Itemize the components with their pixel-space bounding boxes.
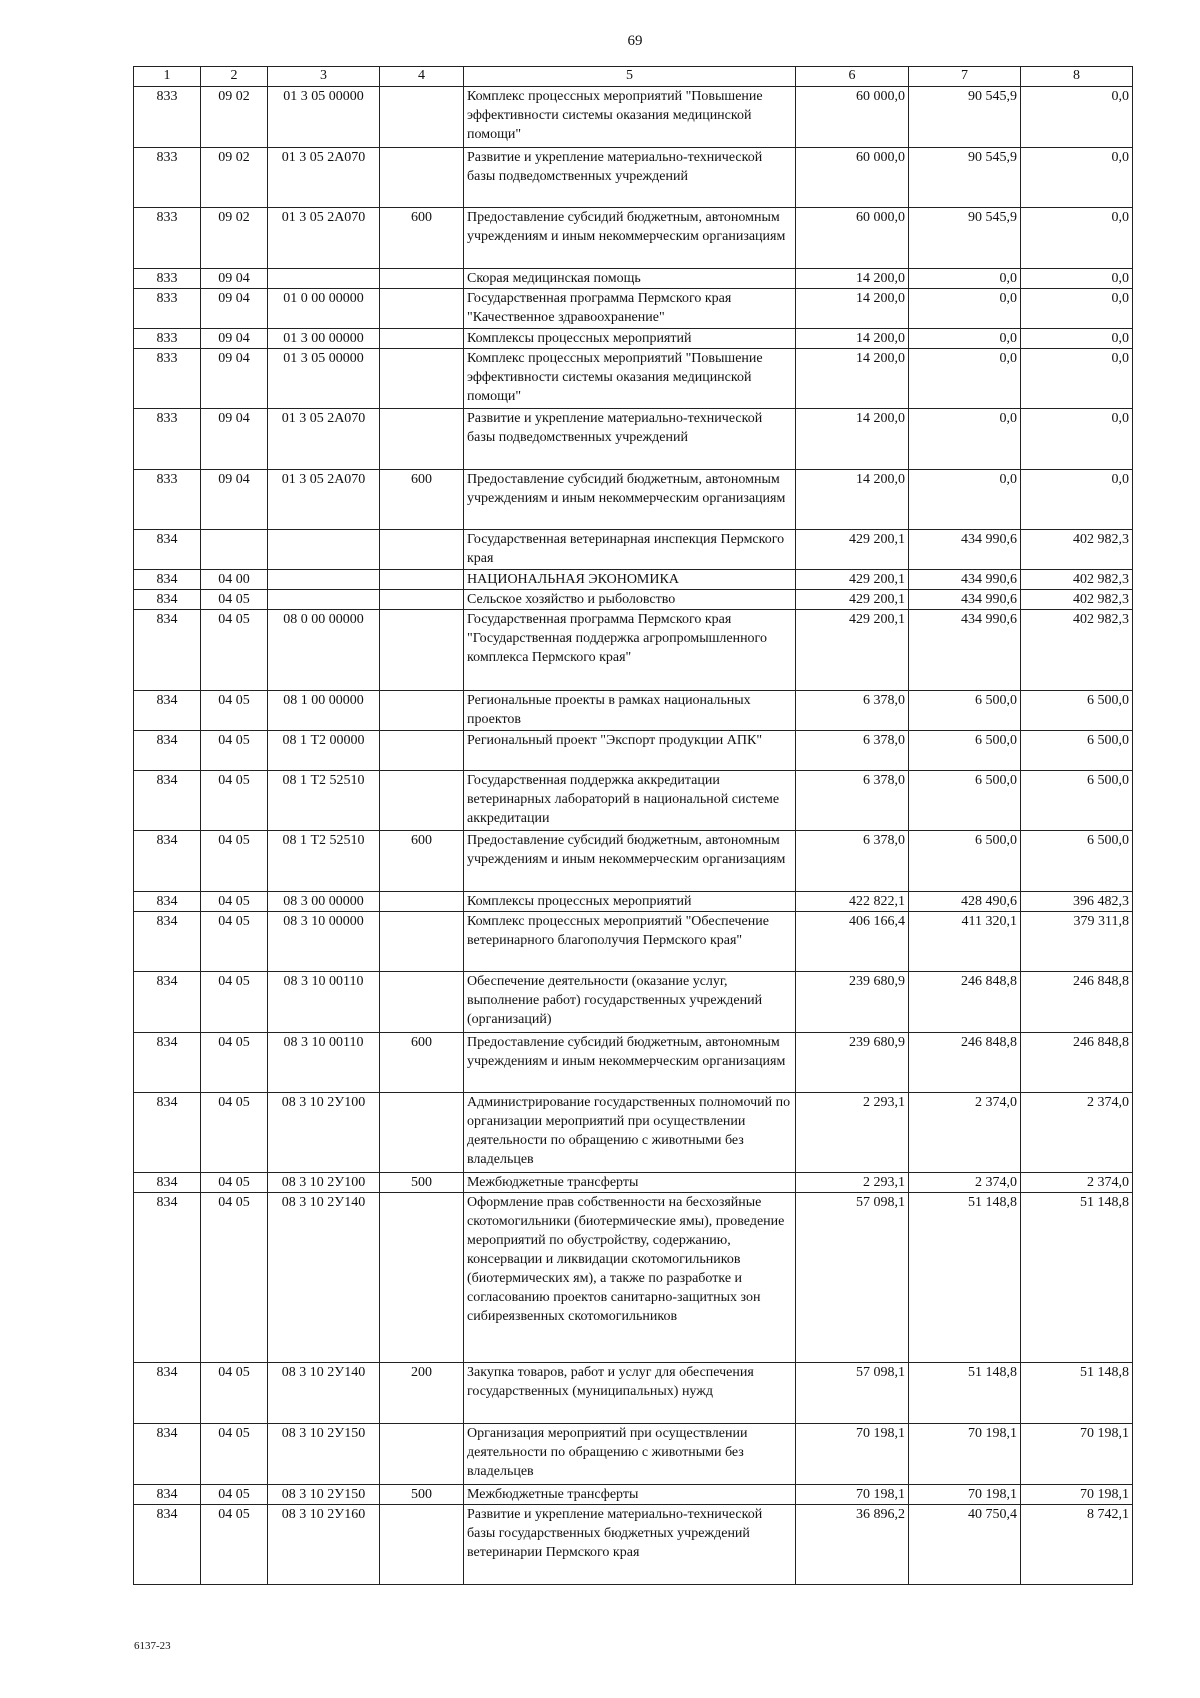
cell-target-article: 08 0 00 00000 <box>268 610 380 691</box>
cell-amount-year-2: 434 990,6 <box>909 570 1021 590</box>
table-row <box>134 912 1133 972</box>
table-row <box>134 1033 1133 1093</box>
cell-target-article: 08 3 10 00000 <box>268 912 380 972</box>
cell-expense-type <box>380 269 464 289</box>
cell-amount-year-3: 396 482,3 <box>1021 892 1133 912</box>
cell-section-code: 09 04 <box>201 409 268 470</box>
cell-ministry-code: 834 <box>134 1505 201 1585</box>
cell-section-code: 04 05 <box>201 610 268 691</box>
table-row <box>134 148 1133 208</box>
cell-description: Государственная программа Пермского края "Государственная поддержка агропромышленного комплекса Пермского края" <box>464 610 796 691</box>
cell-ministry-code: 834 <box>134 610 201 691</box>
table-row <box>134 831 1133 892</box>
cell-amount-year-1: 6 378,0 <box>796 731 909 771</box>
cell-expense-type <box>380 1505 464 1585</box>
cell-amount-year-3: 0,0 <box>1021 208 1133 269</box>
cell-amount-year-2: 70 198,1 <box>909 1424 1021 1485</box>
cell-ministry-code: 833 <box>134 208 201 269</box>
cell-expense-type <box>380 87 464 148</box>
cell-amount-year-2: 0,0 <box>909 470 1021 530</box>
cell-description: Комплекс процессных мероприятий "Обеспечение ветеринарного благополучия Пермского края" <box>464 912 796 972</box>
cell-expense-type <box>380 912 464 972</box>
cell-amount-year-3: 70 198,1 <box>1021 1485 1133 1505</box>
cell-description: Межбюджетные трансферты <box>464 1173 796 1193</box>
table-row <box>134 1093 1133 1173</box>
cell-target-article: 08 3 10 2У140 <box>268 1193 380 1363</box>
cell-description: Региональные проекты в рамках национальных проектов <box>464 691 796 731</box>
cell-amount-year-3: 0,0 <box>1021 409 1133 470</box>
cell-ministry-code: 833 <box>134 87 201 148</box>
cell-amount-year-3: 0,0 <box>1021 269 1133 289</box>
cell-ministry-code: 833 <box>134 470 201 530</box>
table-row <box>134 731 1133 771</box>
cell-description: Развитие и укрепление материально-технической базы подведомственных учреждений <box>464 409 796 470</box>
cell-target-article: 01 3 05 2А070 <box>268 148 380 208</box>
cell-amount-year-3: 246 848,8 <box>1021 1033 1133 1093</box>
cell-expense-type <box>380 1424 464 1485</box>
cell-amount-year-2: 434 990,6 <box>909 530 1021 570</box>
cell-amount-year-2: 2 374,0 <box>909 1173 1021 1193</box>
cell-amount-year-1: 60 000,0 <box>796 148 909 208</box>
cell-description: Государственная поддержка аккредитации ветеринарных лабораторий в национальной системе аккредитации <box>464 771 796 831</box>
cell-amount-year-1: 70 198,1 <box>796 1424 909 1485</box>
cell-amount-year-2: 6 500,0 <box>909 831 1021 892</box>
cell-amount-year-3: 70 198,1 <box>1021 1424 1133 1485</box>
cell-amount-year-1: 14 200,0 <box>796 329 909 349</box>
cell-amount-year-1: 57 098,1 <box>796 1363 909 1424</box>
cell-amount-year-3: 0,0 <box>1021 349 1133 409</box>
cell-amount-year-2: 0,0 <box>909 409 1021 470</box>
cell-ministry-code: 834 <box>134 1424 201 1485</box>
cell-section-code: 04 05 <box>201 771 268 831</box>
cell-expense-type: 600 <box>380 831 464 892</box>
cell-amount-year-3: 402 982,3 <box>1021 610 1133 691</box>
cell-amount-year-3: 402 982,3 <box>1021 590 1133 610</box>
cell-amount-year-2: 90 545,9 <box>909 148 1021 208</box>
table-row <box>134 892 1133 912</box>
table-row <box>134 470 1133 530</box>
cell-ministry-code: 834 <box>134 972 201 1033</box>
cell-section-code: 09 04 <box>201 269 268 289</box>
cell-description: Закупка товаров, работ и услуг для обеспечения государственных (муниципальных) нужд <box>464 1363 796 1424</box>
table-row <box>134 329 1133 349</box>
cell-description: Развитие и укрепление материально-технической базы государственных бюджетных учреждений ветеринарии Пермского края <box>464 1505 796 1585</box>
cell-amount-year-2: 6 500,0 <box>909 771 1021 831</box>
cell-section-code: 04 05 <box>201 1485 268 1505</box>
cell-amount-year-3: 0,0 <box>1021 329 1133 349</box>
cell-amount-year-1: 6 378,0 <box>796 831 909 892</box>
table-row <box>134 570 1133 590</box>
cell-expense-type: 600 <box>380 470 464 530</box>
cell-section-code: 04 05 <box>201 1173 268 1193</box>
table-row <box>134 610 1133 691</box>
cell-expense-type <box>380 148 464 208</box>
column-header: 4 <box>380 67 464 87</box>
table-row <box>134 1193 1133 1363</box>
table-row <box>134 349 1133 409</box>
table-row <box>134 409 1133 470</box>
cell-target-article <box>268 570 380 590</box>
cell-description: Обеспечение деятельности (оказание услуг, выполнение работ) государственных учреждений (организаций) <box>464 972 796 1033</box>
cell-target-article: 08 3 00 00000 <box>268 892 380 912</box>
table-row <box>134 530 1133 570</box>
cell-amount-year-3: 0,0 <box>1021 148 1133 208</box>
cell-description: Комплекс процессных мероприятий "Повышение эффективности системы оказания медицинской помощи" <box>464 87 796 148</box>
cell-description: Комплексы процессных мероприятий <box>464 892 796 912</box>
cell-description: Администрирование государственных полномочий по организации мероприятий при осуществлении деятельности по обращению с животными без владельцев <box>464 1093 796 1173</box>
cell-ministry-code: 833 <box>134 148 201 208</box>
cell-description: Предоставление субсидий бюджетным, автономным учреждениям и иным некоммерческим организациям <box>464 831 796 892</box>
cell-target-article <box>268 530 380 570</box>
table-row <box>134 1173 1133 1193</box>
table-header-row <box>134 67 1133 87</box>
cell-amount-year-1: 6 378,0 <box>796 771 909 831</box>
cell-expense-type: 600 <box>380 1033 464 1093</box>
cell-amount-year-3: 379 311,8 <box>1021 912 1133 972</box>
cell-amount-year-2: 411 320,1 <box>909 912 1021 972</box>
cell-expense-type <box>380 771 464 831</box>
cell-amount-year-1: 429 200,1 <box>796 570 909 590</box>
cell-amount-year-3: 2 374,0 <box>1021 1173 1133 1193</box>
cell-amount-year-1: 14 200,0 <box>796 269 909 289</box>
cell-description: Оформление прав собственности на бесхозяйные скотомогильники (биотермические ямы), проведение мероприятий по обустройству, содержанию, консервации и ликвидации скотомогильников (биотермических ям), а также по разработке и согласованию проектов санитарно-защитных зон сибиреязвенных скотомогильников <box>464 1193 796 1363</box>
cell-expense-type: 500 <box>380 1485 464 1505</box>
cell-ministry-code: 833 <box>134 409 201 470</box>
column-header: 3 <box>268 67 380 87</box>
cell-target-article <box>268 590 380 610</box>
cell-section-code: 09 02 <box>201 208 268 269</box>
cell-target-article: 01 3 05 2А070 <box>268 409 380 470</box>
cell-amount-year-2: 70 198,1 <box>909 1485 1021 1505</box>
cell-amount-year-2: 246 848,8 <box>909 1033 1021 1093</box>
cell-amount-year-1: 429 200,1 <box>796 610 909 691</box>
cell-section-code: 04 05 <box>201 1505 268 1585</box>
cell-amount-year-2: 51 148,8 <box>909 1363 1021 1424</box>
cell-amount-year-2: 90 545,9 <box>909 208 1021 269</box>
cell-description: Межбюджетные трансферты <box>464 1485 796 1505</box>
cell-section-code <box>201 530 268 570</box>
table-row <box>134 972 1133 1033</box>
cell-amount-year-2: 0,0 <box>909 289 1021 329</box>
cell-section-code: 09 04 <box>201 289 268 329</box>
cell-section-code: 04 05 <box>201 1033 268 1093</box>
cell-description: Государственная программа Пермского края "Качественное здравоохранение" <box>464 289 796 329</box>
cell-ministry-code: 834 <box>134 1093 201 1173</box>
cell-amount-year-2: 51 148,8 <box>909 1193 1021 1363</box>
cell-amount-year-3: 8 742,1 <box>1021 1505 1133 1585</box>
cell-section-code: 04 05 <box>201 1093 268 1173</box>
cell-amount-year-2: 246 848,8 <box>909 972 1021 1033</box>
cell-target-article: 01 3 00 00000 <box>268 329 380 349</box>
cell-amount-year-2: 0,0 <box>909 269 1021 289</box>
cell-amount-year-1: 239 680,9 <box>796 972 909 1033</box>
cell-expense-type <box>380 349 464 409</box>
cell-amount-year-2: 6 500,0 <box>909 691 1021 731</box>
cell-section-code: 04 05 <box>201 912 268 972</box>
cell-target-article <box>268 269 380 289</box>
cell-description: НАЦИОНАЛЬНАЯ ЭКОНОМИКА <box>464 570 796 590</box>
cell-expense-type <box>380 289 464 329</box>
cell-amount-year-3: 402 982,3 <box>1021 570 1133 590</box>
cell-description: Региональный проект "Экспорт продукции АПК" <box>464 731 796 771</box>
cell-description: Государственная ветеринарная инспекция Пермского края <box>464 530 796 570</box>
cell-ministry-code: 834 <box>134 1485 201 1505</box>
column-header: 8 <box>1021 67 1133 87</box>
cell-amount-year-2: 434 990,6 <box>909 590 1021 610</box>
cell-section-code: 04 05 <box>201 972 268 1033</box>
column-header: 7 <box>909 67 1021 87</box>
table-row <box>134 87 1133 148</box>
table-row <box>134 1505 1133 1585</box>
cell-expense-type: 600 <box>380 208 464 269</box>
cell-expense-type <box>380 892 464 912</box>
cell-ministry-code: 834 <box>134 912 201 972</box>
cell-amount-year-3: 6 500,0 <box>1021 731 1133 771</box>
cell-amount-year-1: 14 200,0 <box>796 470 909 530</box>
cell-amount-year-2: 428 490,6 <box>909 892 1021 912</box>
table-row <box>134 269 1133 289</box>
cell-expense-type <box>380 570 464 590</box>
cell-ministry-code: 833 <box>134 349 201 409</box>
cell-amount-year-3: 402 982,3 <box>1021 530 1133 570</box>
cell-section-code: 04 05 <box>201 831 268 892</box>
cell-section-code: 04 05 <box>201 590 268 610</box>
cell-target-article: 08 3 10 2У150 <box>268 1485 380 1505</box>
cell-expense-type <box>380 691 464 731</box>
cell-ministry-code: 833 <box>134 289 201 329</box>
cell-amount-year-3: 246 848,8 <box>1021 972 1133 1033</box>
cell-ministry-code: 833 <box>134 269 201 289</box>
cell-ministry-code: 834 <box>134 570 201 590</box>
cell-amount-year-1: 239 680,9 <box>796 1033 909 1093</box>
cell-section-code: 09 04 <box>201 329 268 349</box>
cell-section-code: 04 05 <box>201 1363 268 1424</box>
cell-ministry-code: 834 <box>134 831 201 892</box>
cell-ministry-code: 834 <box>134 731 201 771</box>
cell-section-code: 04 05 <box>201 731 268 771</box>
cell-ministry-code: 834 <box>134 1193 201 1363</box>
cell-amount-year-3: 0,0 <box>1021 87 1133 148</box>
cell-ministry-code: 834 <box>134 1033 201 1093</box>
cell-section-code: 09 02 <box>201 87 268 148</box>
cell-description: Комплексы процессных мероприятий <box>464 329 796 349</box>
table-row <box>134 289 1133 329</box>
cell-expense-type <box>380 972 464 1033</box>
cell-amount-year-1: 6 378,0 <box>796 691 909 731</box>
cell-amount-year-1: 422 822,1 <box>796 892 909 912</box>
cell-amount-year-1: 429 200,1 <box>796 530 909 570</box>
cell-amount-year-2: 90 545,9 <box>909 87 1021 148</box>
cell-amount-year-1: 2 293,1 <box>796 1093 909 1173</box>
cell-target-article: 08 3 10 2У100 <box>268 1173 380 1193</box>
document-code: 6137-23 <box>134 1640 171 1652</box>
table-row <box>134 691 1133 731</box>
table-row <box>134 208 1133 269</box>
cell-ministry-code: 834 <box>134 1173 201 1193</box>
cell-expense-type: 500 <box>380 1173 464 1193</box>
cell-expense-type: 200 <box>380 1363 464 1424</box>
column-header: 5 <box>464 67 796 87</box>
cell-amount-year-1: 36 896,2 <box>796 1505 909 1585</box>
column-header: 2 <box>201 67 268 87</box>
cell-amount-year-3: 51 148,8 <box>1021 1363 1133 1424</box>
cell-amount-year-3: 51 148,8 <box>1021 1193 1133 1363</box>
cell-target-article: 08 3 10 2У140 <box>268 1363 380 1424</box>
table-row <box>134 1485 1133 1505</box>
cell-target-article: 01 3 05 00000 <box>268 87 380 148</box>
cell-amount-year-1: 406 166,4 <box>796 912 909 972</box>
cell-amount-year-1: 70 198,1 <box>796 1485 909 1505</box>
cell-section-code: 09 02 <box>201 148 268 208</box>
cell-amount-year-1: 429 200,1 <box>796 590 909 610</box>
cell-ministry-code: 833 <box>134 329 201 349</box>
table-row <box>134 590 1133 610</box>
cell-amount-year-3: 2 374,0 <box>1021 1093 1133 1173</box>
cell-description: Развитие и укрепление материально-технической базы подведомственных учреждений <box>464 148 796 208</box>
cell-amount-year-2: 0,0 <box>909 349 1021 409</box>
cell-expense-type <box>380 1193 464 1363</box>
cell-target-article: 01 3 05 2А070 <box>268 208 380 269</box>
cell-ministry-code: 834 <box>134 590 201 610</box>
cell-amount-year-3: 6 500,0 <box>1021 831 1133 892</box>
cell-target-article: 08 3 10 2У150 <box>268 1424 380 1485</box>
cell-target-article: 08 1 Т2 00000 <box>268 731 380 771</box>
cell-expense-type <box>380 530 464 570</box>
cell-amount-year-1: 57 098,1 <box>796 1193 909 1363</box>
cell-section-code: 09 04 <box>201 349 268 409</box>
cell-section-code: 04 00 <box>201 570 268 590</box>
cell-amount-year-1: 60 000,0 <box>796 87 909 148</box>
cell-amount-year-1: 14 200,0 <box>796 289 909 329</box>
cell-expense-type <box>380 590 464 610</box>
cell-ministry-code: 834 <box>134 892 201 912</box>
cell-description: Предоставление субсидий бюджетным, автономным учреждениям и иным некоммерческим организациям <box>464 470 796 530</box>
cell-expense-type <box>380 731 464 771</box>
cell-amount-year-3: 6 500,0 <box>1021 771 1133 831</box>
table-row <box>134 1424 1133 1485</box>
cell-description: Комплекс процессных мероприятий "Повышение эффективности системы оказания медицинской помощи" <box>464 349 796 409</box>
cell-ministry-code: 834 <box>134 530 201 570</box>
cell-expense-type <box>380 409 464 470</box>
budget-table <box>133 66 1133 1585</box>
cell-amount-year-3: 6 500,0 <box>1021 691 1133 731</box>
cell-target-article: 08 1 00 00000 <box>268 691 380 731</box>
table-row <box>134 771 1133 831</box>
cell-target-article: 01 3 05 00000 <box>268 349 380 409</box>
cell-ministry-code: 834 <box>134 771 201 831</box>
cell-target-article: 08 1 Т2 52510 <box>268 831 380 892</box>
cell-target-article: 08 3 10 2У160 <box>268 1505 380 1585</box>
cell-amount-year-2: 2 374,0 <box>909 1093 1021 1173</box>
column-header: 1 <box>134 67 201 87</box>
cell-ministry-code: 834 <box>134 1363 201 1424</box>
cell-amount-year-1: 14 200,0 <box>796 349 909 409</box>
cell-target-article: 08 3 10 2У100 <box>268 1093 380 1173</box>
cell-description: Сельское хозяйство и рыболовство <box>464 590 796 610</box>
cell-ministry-code: 834 <box>134 691 201 731</box>
cell-amount-year-1: 14 200,0 <box>796 409 909 470</box>
cell-section-code: 09 04 <box>201 470 268 530</box>
cell-target-article: 08 3 10 00110 <box>268 1033 380 1093</box>
cell-expense-type <box>380 610 464 691</box>
column-header: 6 <box>796 67 909 87</box>
cell-amount-year-1: 60 000,0 <box>796 208 909 269</box>
cell-amount-year-3: 0,0 <box>1021 289 1133 329</box>
page-number: 69 <box>627 33 643 49</box>
cell-description: Организация мероприятий при осуществлении деятельности по обращению с животными без владельцев <box>464 1424 796 1485</box>
cell-description: Предоставление субсидий бюджетным, автономным учреждениям и иным некоммерческим организациям <box>464 1033 796 1093</box>
cell-target-article: 01 0 00 00000 <box>268 289 380 329</box>
cell-expense-type <box>380 329 464 349</box>
cell-target-article: 08 1 Т2 52510 <box>268 771 380 831</box>
cell-description: Скорая медицинская помощь <box>464 269 796 289</box>
cell-section-code: 04 05 <box>201 691 268 731</box>
cell-amount-year-2: 434 990,6 <box>909 610 1021 691</box>
cell-amount-year-1: 2 293,1 <box>796 1173 909 1193</box>
table-row <box>134 1363 1133 1424</box>
cell-section-code: 04 05 <box>201 892 268 912</box>
cell-target-article: 08 3 10 00110 <box>268 972 380 1033</box>
cell-section-code: 04 05 <box>201 1193 268 1363</box>
cell-expense-type <box>380 1093 464 1173</box>
cell-amount-year-2: 40 750,4 <box>909 1505 1021 1585</box>
table-body <box>134 87 1133 1585</box>
cell-description: Предоставление субсидий бюджетным, автономным учреждениям и иным некоммерческим организациям <box>464 208 796 269</box>
cell-section-code: 04 05 <box>201 1424 268 1485</box>
cell-amount-year-2: 6 500,0 <box>909 731 1021 771</box>
cell-amount-year-3: 0,0 <box>1021 470 1133 530</box>
cell-target-article: 01 3 05 2А070 <box>268 470 380 530</box>
cell-amount-year-2: 0,0 <box>909 329 1021 349</box>
